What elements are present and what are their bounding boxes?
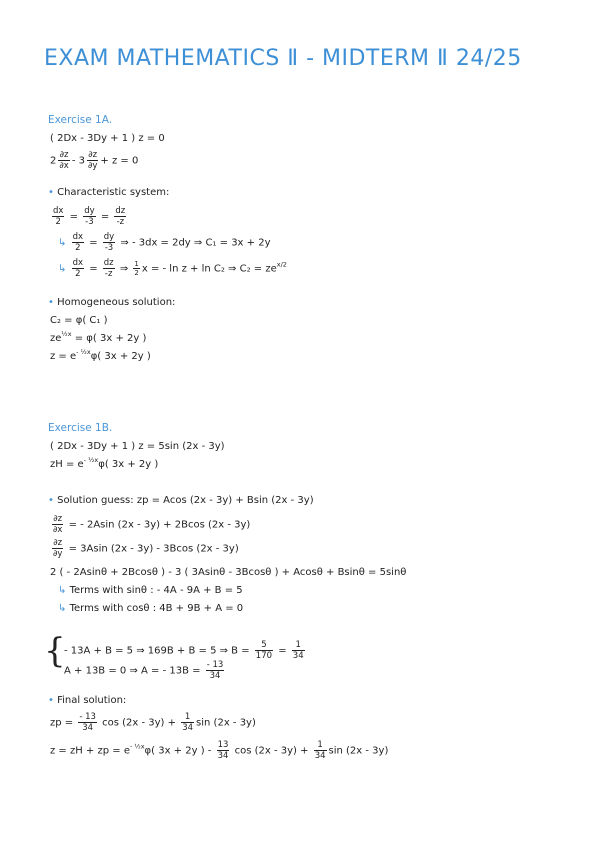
final-z: z = zH + zp = $e^{- \frac{1}{2}x}\varphi$( 3x + 2y ) - $\frac{13}{34}$ cos (2x - 3y) + $\frac{1}{34}$ sin (2x - 3y)	[50, 740, 389, 761]
solution-guess: • Solution guess: zp = Acos (2x - 3y) + Bsin (2x - 3y)	[48, 495, 314, 506]
homog-line-2: $ze^{\frac{1}{2}x} = \varphi$( 3x + 2y )	[50, 330, 147, 344]
ex1a-pde: ( 2Dx - 3Dy + 1 ) z = 0	[50, 133, 165, 144]
char-step-2: ↳ $\frac{dx}{2}$ = $\frac{dz}{-z}$ ⇒ $\frac{1}{2}$ x = - ln z + ln C₂ ⇒ $C_2 = ze^{x/2}$	[58, 258, 287, 279]
final-zp: zp = $\frac{- 13}{34}$ cos (2x - 3y) + $\frac{1}{34}$ sin (2x - 3y)	[50, 712, 256, 733]
homog-line-1: C₂ = φ( C₁ )	[50, 315, 108, 326]
ex1a-pde-expanded: 2 $\frac{\partial z}{\partial x}$ - 3 $\frac{\partial z}{\partial y}$ + z = 0	[50, 150, 139, 171]
characteristic-heading: • Characteristic system:	[48, 187, 170, 198]
terms-sin: ↳ Terms with sinθ : - 4A - 9A + B = 5	[58, 585, 243, 596]
dz-dy-line: $\frac{\partial z}{\partial y}$ = 3Asin (2x - 3y) - 3Bcos (2x - 3y)	[53, 538, 239, 559]
page-title: EXAM MATHEMATICS Ⅱ - MIDTERM Ⅱ 24/25	[44, 46, 522, 71]
ex1b-pde: ( 2Dx - 3Dy + 1 ) z = 5sin (2x - 3y)	[50, 441, 225, 452]
substitution-line: 2 ( - 2Asinθ + 2Bcosθ ) - 3 ( 3Asinθ - 3Bcosθ ) + Acosθ + Bsinθ = 5sinθ	[50, 567, 407, 578]
system-eq-2: A + 13B = 0 ⇒ A = - 13B = $\frac{- 13}{34}$	[64, 660, 224, 681]
homog-line-3: $z = e^{- \frac{1}{2}x}\varphi$( 3x + 2y )	[50, 348, 151, 362]
characteristic-system: $\frac{dx}{2}$ = $\frac{dy}{-3}$ = $\frac{dz}{-z}$	[53, 206, 126, 227]
terms-cos: ↳ Terms with cosθ : 4B + 9B + A = 0	[58, 603, 244, 614]
exercise-1a-heading: Exercise 1A.	[48, 114, 113, 126]
dz-dx-line: $\frac{\partial z}{\partial x}$ = - 2Asin (2x - 3y) + 2Bcos (2x - 3y)	[53, 514, 251, 535]
ex1b-homog: zH = $e^{- \frac{1}{2}x}\varphi$( 3x + 2y )	[50, 456, 159, 470]
system-brace: {	[44, 631, 66, 671]
final-heading: • Final solution:	[48, 695, 127, 706]
homogeneous-heading: • Homogeneous solution:	[48, 297, 176, 308]
system-eq-1: - 13A + B = 5 ⇒ 169B + B = 5 ⇒ B = $\frac{5}{170}$ = $\frac{1}{34}$	[64, 640, 304, 661]
exercise-1b-heading: Exercise 1B.	[48, 422, 113, 434]
char-step-1: ↳ $\frac{dx}{2}$ = $\frac{dy}{-3}$ ⇒ - 3dx = 2dy ⇒ C₁ = 3x + 2y	[58, 232, 271, 253]
